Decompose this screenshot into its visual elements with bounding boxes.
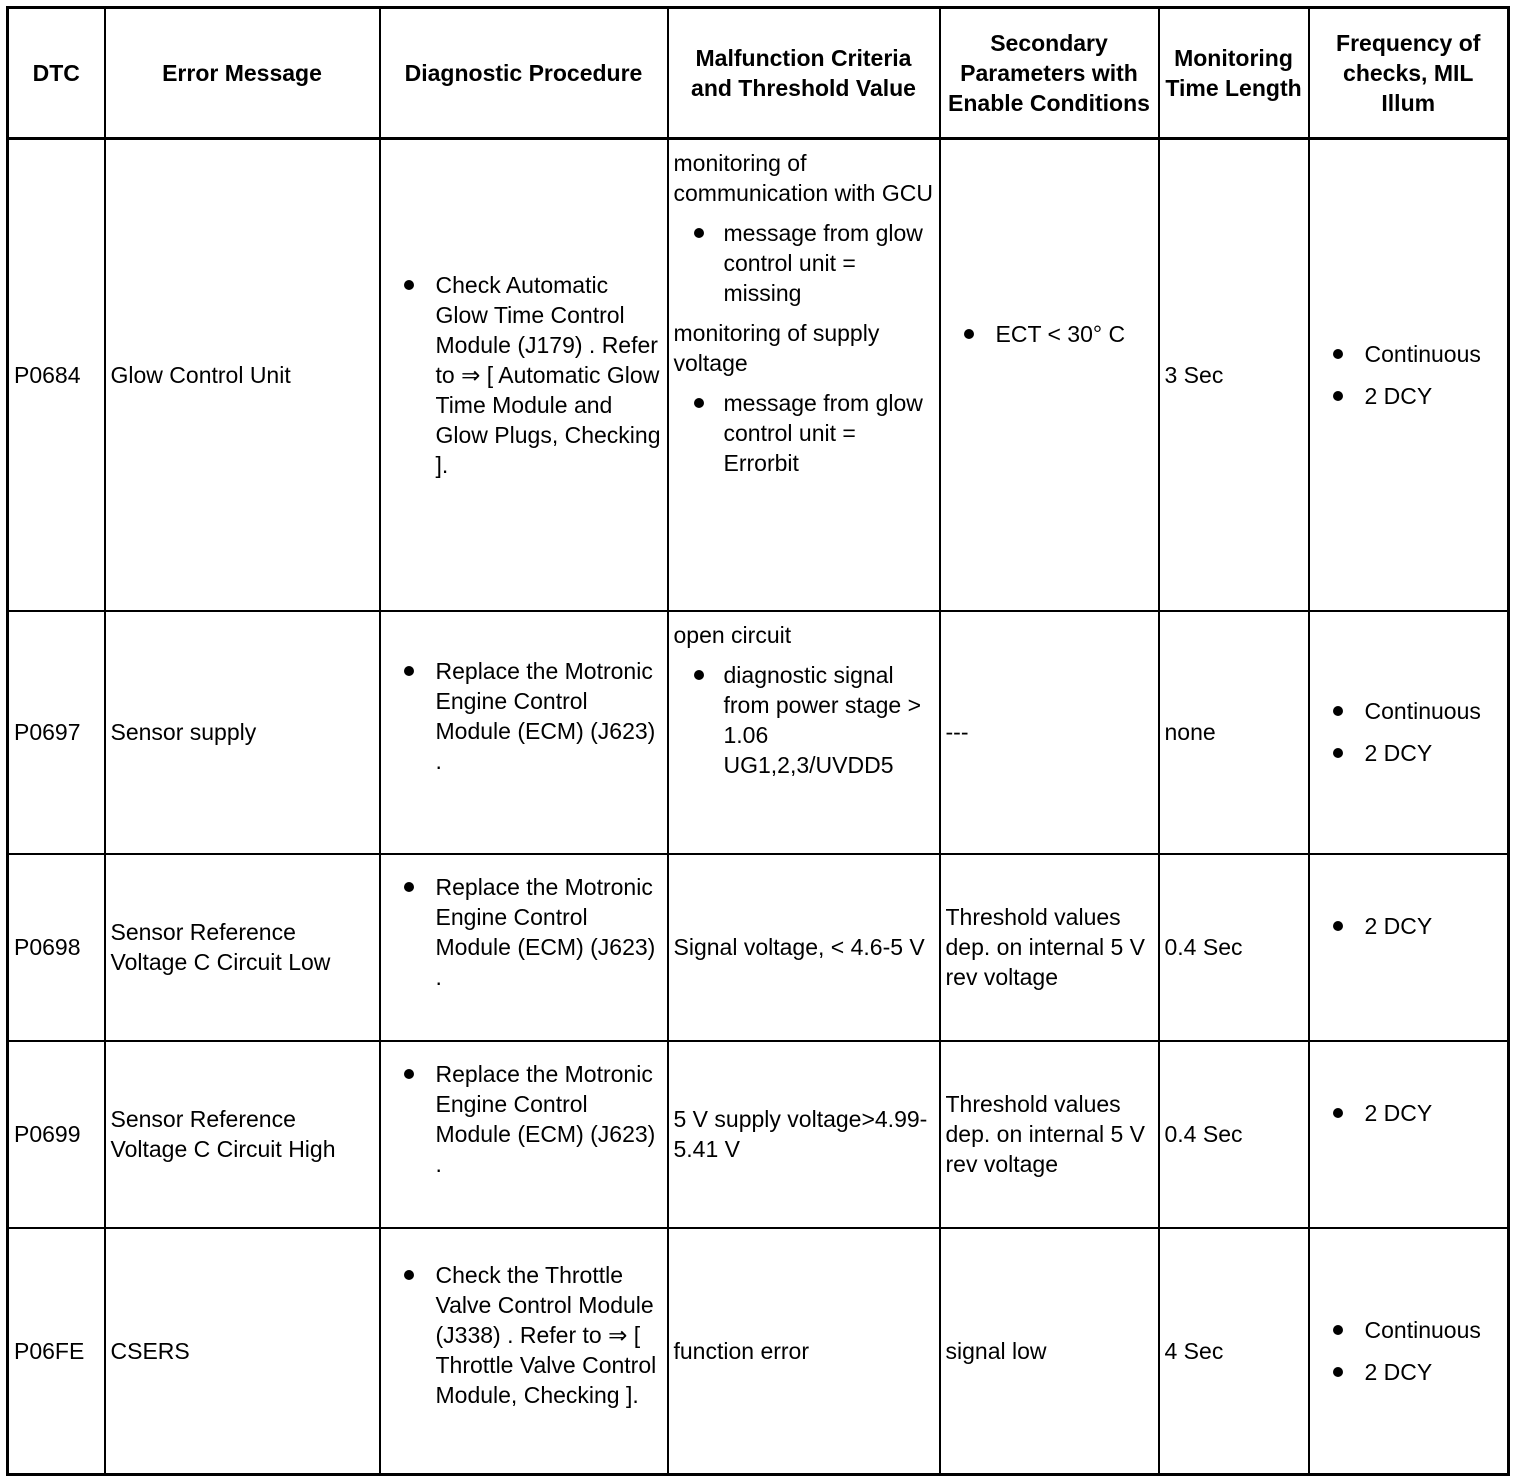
secondary-bullet: ECT < 30° C <box>946 319 1153 349</box>
frequency-item: Continuous <box>1315 696 1503 726</box>
monitoring-time: 3 Sec <box>1159 139 1309 611</box>
procedure-bullet: Replace the Motronic Engine Control Module (ECM) (J623) . <box>386 872 662 992</box>
frequency-item: Continuous <box>1315 339 1503 369</box>
procedure-bullet: Replace the Motronic Engine Control Module (ECM) (J623) . <box>386 1059 662 1179</box>
secondary-parameters <box>940 139 1159 611</box>
criteria-text: monitoring of communication with GCU <box>673 150 933 206</box>
table-row <box>8 1228 1509 1475</box>
header-malfunction-criteria: Malfunction Criteria and Threshold Value <box>668 8 940 139</box>
criteria-text: open circuit <box>673 621 792 648</box>
header-dtc: DTC <box>8 8 105 139</box>
header-secondary-parameters: Secondary Parameters with Enable Conditions <box>940 8 1159 139</box>
frequency <box>1309 1041 1509 1228</box>
table-row <box>8 611 1509 854</box>
error-message: Sensor Reference Voltage C Circuit Low <box>105 854 380 1041</box>
monitoring-time: none <box>1159 611 1309 854</box>
dtc-code: P0698 <box>8 854 105 1041</box>
error-message: Sensor supply <box>105 611 380 854</box>
frequency <box>1309 1228 1509 1475</box>
monitoring-time: 4 Sec <box>1159 1228 1309 1475</box>
diagnostic-procedure <box>380 139 668 611</box>
frequency-item: 2 DCY <box>1315 738 1503 768</box>
secondary-parameters: Threshold values dep. on internal 5 V rev voltage <box>940 1041 1159 1228</box>
frequency-item: 2 DCY <box>1315 911 1503 941</box>
frequency-item: 2 DCY <box>1315 1357 1503 1387</box>
diagnostic-procedure <box>380 1228 668 1475</box>
table-row <box>8 854 1509 1041</box>
criteria-bullet: message from glow control unit = Errorbit <box>674 388 934 478</box>
diagnostic-procedure <box>380 611 668 854</box>
secondary-parameters: --- <box>940 611 1159 854</box>
procedure-bullet: Check Automatic Glow Time Control Module (J179) . Refer to ⇒ [ Automatic Glow Time Module and Glow Plugs, Checking ]. <box>386 270 662 480</box>
diagnostic-procedure <box>380 854 668 1041</box>
procedure-bullet: Check the Throttle Valve Control Module (J338) . Refer to ⇒ [ Throttle Valve Control Module, Checking ]. <box>386 1260 662 1410</box>
procedure-bullet: Replace the Motronic Engine Control Module (ECM) (J623) . <box>386 656 662 776</box>
criteria-bullet: diagnostic signal from power stage > 1.06 UG1,2,3/UVDD5 <box>674 660 934 780</box>
error-message: Glow Control Unit <box>105 139 380 611</box>
diagnostic-procedure <box>380 1041 668 1228</box>
dtc-code: P0699 <box>8 1041 105 1228</box>
malfunction-criteria: Signal voltage, < 4.6-5 V <box>668 854 940 1041</box>
header-diagnostic-procedure: Diagnostic Procedure <box>380 8 668 139</box>
table-row <box>8 139 1509 611</box>
header-monitoring-time: Monitoring Time Length <box>1159 8 1309 139</box>
frequency-item: 2 DCY <box>1315 381 1503 411</box>
criteria-bullet: message from glow control unit = missing <box>674 218 934 308</box>
malfunction-criteria <box>668 611 940 854</box>
monitoring-time: 0.4 Sec <box>1159 1041 1309 1228</box>
malfunction-criteria: function error <box>668 1228 940 1475</box>
secondary-parameters: Threshold values dep. on internal 5 V rev voltage <box>940 854 1159 1041</box>
malfunction-criteria: 5 V supply voltage>4.99-5.41 V <box>668 1041 940 1228</box>
dtc-code: P0697 <box>8 611 105 854</box>
table-row <box>8 1041 1509 1228</box>
error-message: Sensor Reference Voltage C Circuit High <box>105 1041 380 1228</box>
frequency <box>1309 611 1509 854</box>
secondary-parameters: signal low <box>940 1228 1159 1475</box>
frequency <box>1309 854 1509 1041</box>
dtc-code: P06FE <box>8 1228 105 1475</box>
error-message: CSERS <box>105 1228 380 1475</box>
frequency-item: 2 DCY <box>1315 1098 1503 1128</box>
monitoring-time: 0.4 Sec <box>1159 854 1309 1041</box>
header-error-message: Error Message <box>105 8 380 139</box>
header-frequency: Frequency of checks, MIL Illum <box>1309 8 1509 139</box>
criteria-text: monitoring of supply voltage <box>673 320 880 376</box>
malfunction-criteria <box>668 139 940 611</box>
frequency-item: Continuous <box>1315 1315 1503 1345</box>
header-row <box>8 8 1509 139</box>
dtc-table <box>6 6 1510 1476</box>
dtc-code: P0684 <box>8 139 105 611</box>
frequency <box>1309 139 1509 611</box>
